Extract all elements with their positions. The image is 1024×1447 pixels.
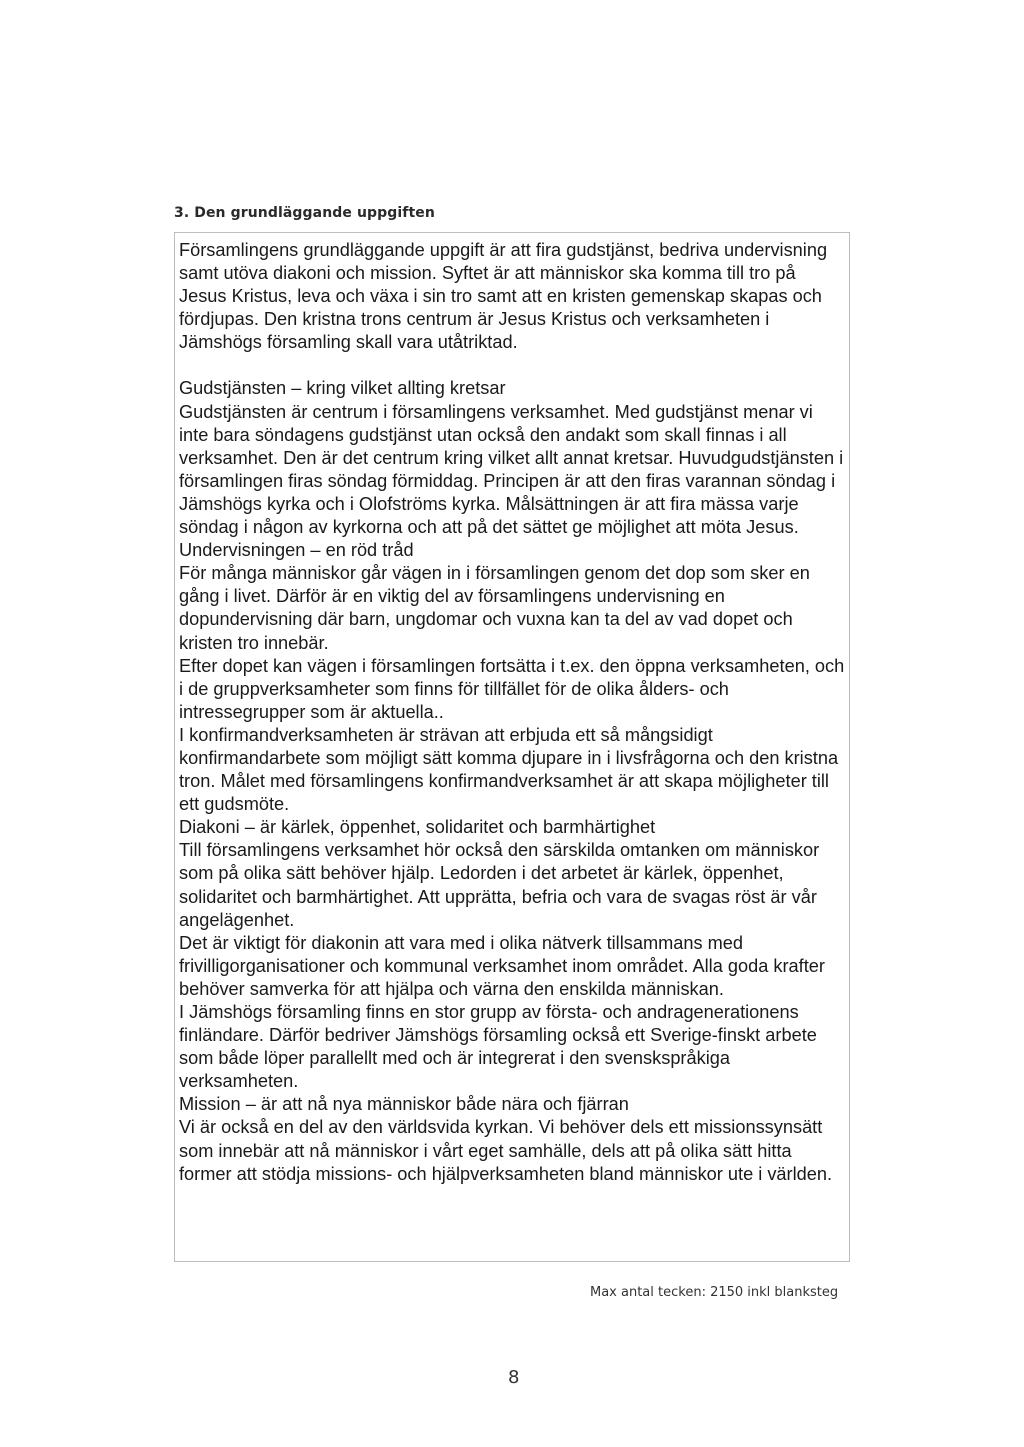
undervisning-paragraph-3: I konfirmandverksamheten är strävan att erbjuda ett så mångsidigt konfirmandarbete som möjligt sätt komma djupare in i livsfrågorna och den kristna tron. Målet med församlingens konfirmandverksamhet är att skapa möjligheter till ett gudsmöte. [179, 724, 839, 815]
diakoni-paragraph-2: Det är viktigt för diakonin att vara med i olika nätverk tillsammans med frivilligorganisationer och kommunal verksamhet inom området. Alla goda krafter behöver samverka för att hjälpa och värna den enskilda människan. [179, 932, 825, 999]
diakoni-heading: Diakoni – är kärlek, öppenhet, solidaritet och barmhärtighet [179, 817, 656, 838]
char-limit-note: Max antal tecken: 2150 inkl blanksteg [590, 1285, 839, 1300]
diakoni-paragraph-3: I Jämshögs församling finns en stor grupp av första- och andragenerationens finländare. Därför bedriver Jämshögs församling också ett Sverige-finskt arbete som både löper parallellt med och är integrerat i den svenskspråkiga verksamheten. [179, 1002, 817, 1092]
page-number: 8 [508, 1367, 520, 1388]
undervisning-paragraph-2: Efter dopet kan vägen i församlingen fortsätta i t.ex. den öppna verksamheten, och i de gruppverksamheter som finns för tillfället för de olika ålders- och intressegrupper som är aktuella.. [179, 655, 845, 722]
diakoni-paragraph-1: Till församlingens verksamhet hör också den särskilda omtanken om människor som på olika sätt behöver hjälp. Ledorden i det arbetet är kärlek, öppenhet, solidaritet och barmhärtighet. Att upprätta, befria och vara de svagas röst är vår angelägenhet. [179, 840, 820, 930]
intro-paragraph: Församlingens grundläggande uppgift är att fira gudstjänst, bedriva undervisning samt utöva diakoni och mission. Syftet är att människor ska komma till tro på Jesus Kristus, leva och växa i sin tro samt att en kristen gemenskap skapas och fördjupas. Den kristna trons centrum är Jesus Kristus och verksamheten i Jämshögs församling skall vara utåtriktad. [179, 240, 828, 353]
mission-paragraph: Vi är också en del av den världsvida kyrkan. Vi behöver dels ett missionssynsätt som innebär att nå människor i vårt eget samhälle, dels att på olika sätt hitta former att stödja missions- och hjälpverksamheten bland människor ute i världen. [179, 1117, 833, 1184]
gudstjanst-paragraph: Gudstjänsten är centrum i församlingens verksamhet. Med gudstjänst menar vi inte bara söndagens gudstjänst utan också den andakt som skall finnas i all verksamhet. Den är det centrum kring vilket allt annat kretsar. Huvudgudstjänsten i församlingen firas söndag förmiddag. Principen är att den firas varannan söndag i Jämshögs kyrka och i Olofströms kyrka. Målsättningen är att fira mässa varje söndag i någon av kyrkorna och att på det sättet ge möjlighet att möta Jesus. [179, 401, 844, 538]
undervisning-heading: Undervisningen – en röd tråd [179, 540, 414, 561]
text-answer-box [174, 232, 850, 1262]
gudstjanst-heading: Gudstjänsten – kring vilket allting kretsar [179, 378, 506, 399]
undervisning-paragraph-1: För många människor går vägen in i församlingen genom det dop som sker en gång i livet. Därför är en viktig del av församlingens undervisning en dopundervisning där barn, ungdomar och vuxna kan ta del av vad dopet och kristen tro innebär. [179, 563, 810, 653]
mission-heading: Mission – är att nå nya människor både nära och fjärran [179, 1094, 629, 1115]
section-heading: 3. Den grundläggande uppgiften [174, 205, 435, 221]
